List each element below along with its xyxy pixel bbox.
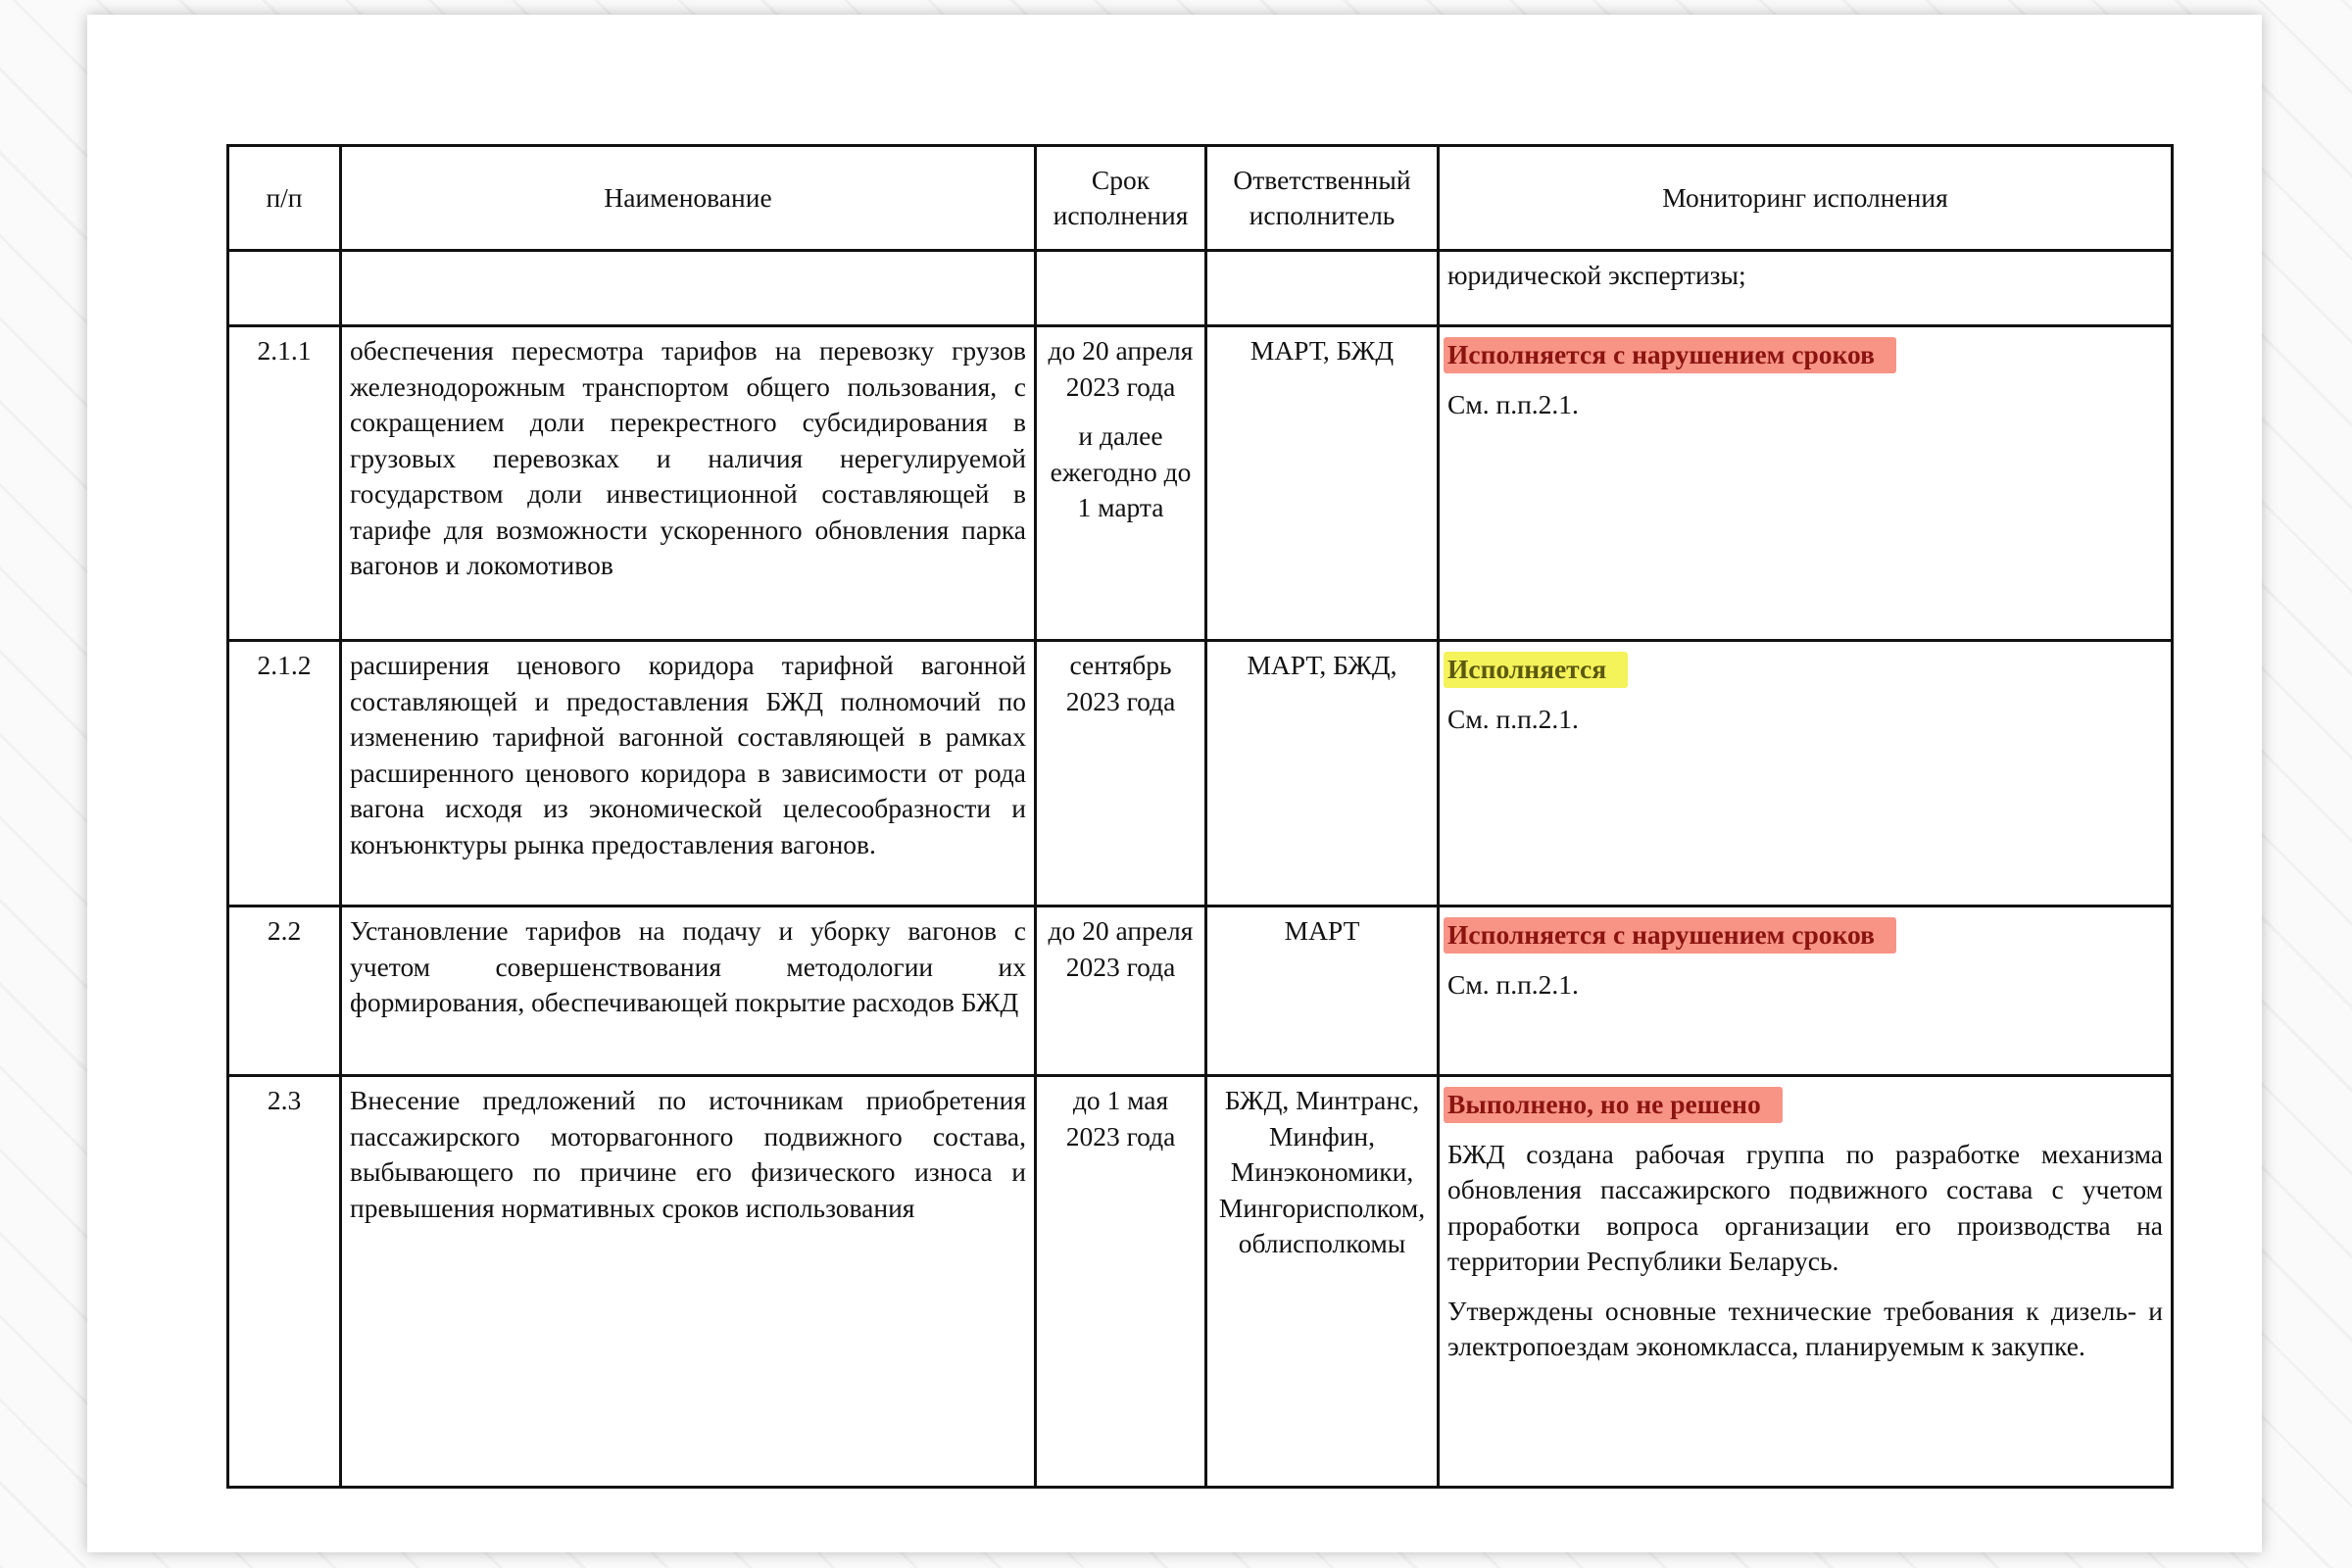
monitoring-note: юридической экспертизы; <box>1447 260 1746 290</box>
row-name <box>341 251 1036 326</box>
deadline-extra: и далее ежегодно до 1 марта <box>1050 420 1192 522</box>
row-deadline <box>1036 641 1206 906</box>
deadline-text: до 1 мая 2023 года <box>1065 1085 1176 1152</box>
monitoring-note: БЖД создана рабочая группа по разработке механизма обновления пассажирского подвижного состава с учетом проработки вопроса организации его производства на территории Республики Беларусь. <box>1447 1138 2163 1276</box>
row-number: 2.3 <box>228 1076 341 1488</box>
header-monitoring: Мониторинг исполнения <box>1439 146 2173 251</box>
status-badge: Исполняется с нарушением сроков <box>1444 917 1896 954</box>
monitoring-note: Утверждены основные технические требования к дизель- и электропоездам экономкласса, планируемым к закупке. <box>1447 1295 2163 1361</box>
header-deadline: Срок исполнения <box>1036 146 1206 251</box>
row-monitoring <box>1439 906 2173 1076</box>
row-monitoring <box>1439 326 2173 641</box>
table-row <box>228 251 2173 326</box>
row-number: 2.1.2 <box>228 641 341 906</box>
row-number <box>228 251 341 326</box>
deadline-text: до 20 апреля 2023 года <box>1048 335 1194 402</box>
monitoring-note: См. п.п.2.1. <box>1447 703 1579 734</box>
header-num: п/п <box>228 146 341 251</box>
header-responsible: Ответственный исполнитель <box>1206 146 1439 251</box>
deadline-text: до 20 апреля 2023 года <box>1048 915 1194 982</box>
status-badge: Исполняется с нарушением сроков <box>1444 337 1896 373</box>
row-monitoring <box>1439 251 2173 326</box>
row-monitoring <box>1439 1076 2173 1488</box>
row-name: Установление тарифов на подачу и уборку вагонов с учетом совершенствования методологии их формирования, обеспечивающей покрытие расходов БЖД <box>341 906 1036 1076</box>
table-row <box>228 326 2173 641</box>
deadline-text: сентябрь 2023 года <box>1065 650 1176 716</box>
table-row <box>228 1076 2173 1488</box>
row-number: 2.2 <box>228 906 341 1076</box>
table-row <box>228 641 2173 906</box>
row-deadline <box>1036 326 1206 641</box>
row-name: расширения ценового коридора тарифной вагонной составляющей и предоставления БЖД полномочий по изменению тарифной вагонной составляющей в рамках расширенного ценового коридора в зависимости от рода вагона исходя из экономической целесообразности и конъюнктуры рынка предоставления вагонов. <box>341 641 1036 906</box>
row-deadline <box>1036 1076 1206 1488</box>
row-responsible: МАРТ, БЖД <box>1206 326 1439 641</box>
row-responsible: МАРТ <box>1206 906 1439 1076</box>
status-badge: Исполняется <box>1444 652 1628 688</box>
table-row <box>228 906 2173 1076</box>
monitoring-note: См. п.п.2.1. <box>1447 388 1579 419</box>
header-name: Наименование <box>341 146 1036 251</box>
table-header-row <box>228 146 2173 251</box>
row-monitoring <box>1439 641 2173 906</box>
monitoring-table <box>226 144 2174 1489</box>
monitoring-note: См. п.п.2.1. <box>1447 968 1579 1000</box>
row-responsible: БЖД, Минтранс, Минфин, Минэкономики, Мингорисполком, облисполкомы <box>1206 1076 1439 1488</box>
status-badge: Выполнено, но не решено <box>1444 1087 1783 1123</box>
row-deadline <box>1036 251 1206 326</box>
row-name: обеспечения пересмотра тарифов на перевозку грузов железнодорожным транспортом общего пользования, с сокращением доли перекрестного субсидирования в грузовых перевозках и наличия нерегулируемой государством доли инвестиционной составляющей в тарифе для возможности ускоренного обновления парка вагонов и локомотивов <box>341 326 1036 641</box>
row-name: Внесение предложений по источникам приобретения пассажирского моторвагонного подвижного состава, выбывающего по причине его физического износа и превышения нормативных сроков использования <box>341 1076 1036 1488</box>
row-deadline <box>1036 906 1206 1076</box>
row-responsible: МАРТ, БЖД, <box>1206 641 1439 906</box>
document-page <box>87 15 2262 1552</box>
row-responsible <box>1206 251 1439 326</box>
row-number: 2.1.1 <box>228 326 341 641</box>
